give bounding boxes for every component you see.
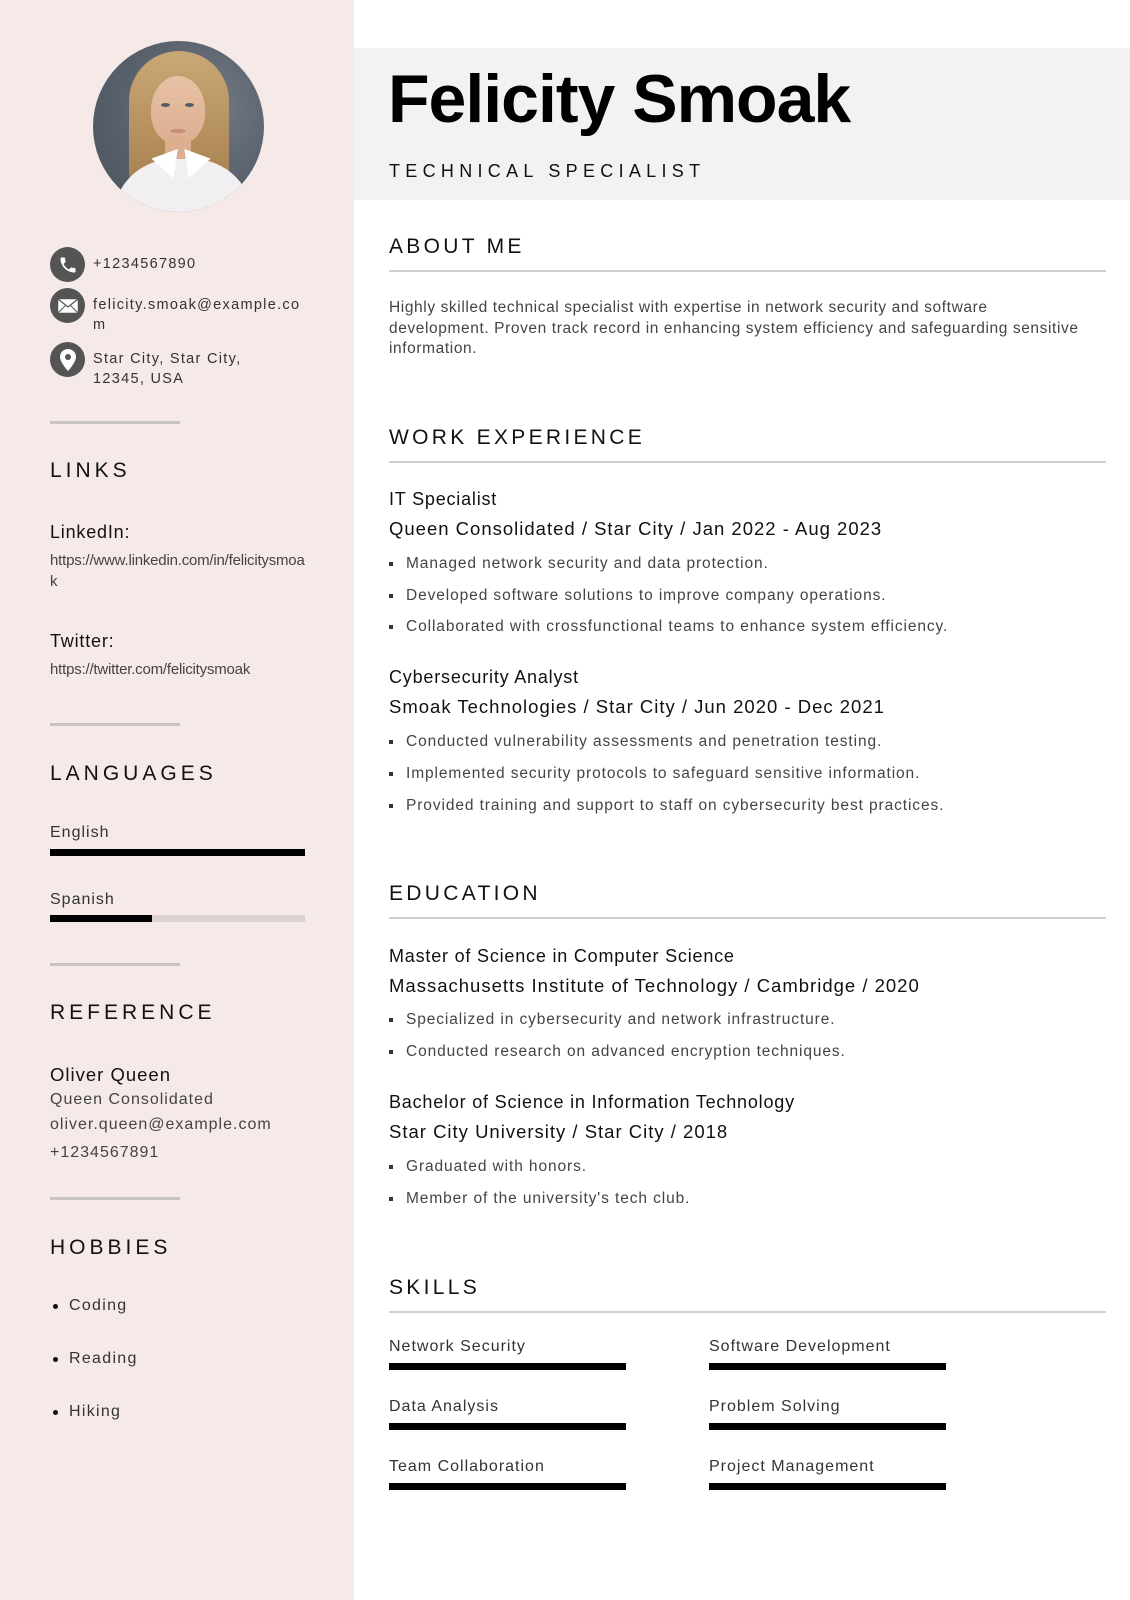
hobby-label: Hiking [69,1403,122,1420]
skill-level-bar [709,1423,946,1430]
sidebar-divider [50,723,180,726]
skill-level-bar [389,1423,626,1430]
full-name: Felicity Smoak [388,61,851,137]
bullet-dot-icon [53,1357,58,1362]
section-rule [389,270,1106,272]
language-name: Spanish [50,891,115,908]
bullet-square-icon [389,740,393,744]
sidebar [0,0,354,1600]
job-role: Cybersecurity Analyst [389,667,579,687]
map-pin-icon [50,342,85,377]
phone-icon [50,247,85,282]
bullet-square-icon [389,594,393,598]
degree-meta: Massachusetts Institute of Technology / Cambridge / 2020 [389,975,920,996]
skill-name: Team Collaboration [389,1458,545,1475]
bullet-square-icon [389,1050,393,1054]
hobby-label: Coding [69,1297,128,1314]
skill-name: Data Analysis [389,1398,499,1415]
degree-bullet: Specialized in cybersecurity and network infrastructure. [389,1011,835,1029]
skill-level-bar [709,1483,946,1490]
sidebar-divider [50,963,180,966]
job-bullet: Conducted vulnerability assessments and penetration testing. [389,733,882,751]
reference-heading: REFERENCE [50,1001,216,1024]
degree-meta: Star City University / Star City / 2018 [389,1121,729,1142]
bullet-dot-icon [53,1410,58,1415]
about-text: Highly skilled technical specialist with expertise in network security and software development. Proven track record in enhancing system efficiency and safeguarding sensitive information. [389,299,1079,357]
job-meta: Smoak Technologies / Star City / Jun 2020 - Dec 2021 [389,696,885,717]
linkedin-link[interactable]: https://www.linkedin.com/in/felicitysmoak [50,552,305,590]
work-heading: WORK EXPERIENCE [389,426,646,449]
twitter-label: Twitter: [50,631,115,651]
bullet-square-icon [389,772,393,776]
photo-lips [170,129,186,133]
hobby-label: Reading [69,1350,138,1367]
hobby-item [50,1350,138,1368]
language-level-fill [50,849,305,856]
photo-face [151,76,205,144]
skill-name: Network Security [389,1338,526,1355]
email-text[interactable]: felicity.smoak@example.com [93,297,301,333]
bullet-square-icon [389,562,393,566]
language-level-fill [50,915,152,922]
skill-name: Project Management [709,1458,875,1475]
twitter-link[interactable]: https://twitter.com/felicitysmoak [50,661,251,678]
reference-email[interactable]: oliver.queen@example.com [50,1116,272,1133]
bullet-square-icon [389,804,393,808]
contact-email [50,288,320,335]
section-rule [389,461,1106,463]
contact-phone [50,247,320,282]
hobby-item [50,1403,121,1421]
job-bullet: Implemented security protocols to safeguard sensitive information. [389,765,920,783]
language-level-bar [50,915,305,922]
envelope-icon [50,288,85,323]
job-bullet: Managed network security and data protection. [389,555,769,573]
language-name: English [50,824,110,841]
reference-company: Queen Consolidated [50,1091,214,1108]
photo-eye-right [185,103,194,107]
about-heading: ABOUT ME [389,235,525,258]
degree-bullet: Graduated with honors. [389,1158,587,1176]
bullet-square-icon [389,1197,393,1201]
skill-level-bar [389,1483,626,1490]
section-rule [389,1311,1106,1313]
skill-name: Problem Solving [709,1398,841,1415]
bullet-square-icon [389,1018,393,1022]
skill-level-bar [709,1363,946,1370]
skill-level-bar [389,1363,626,1370]
job-bullet: Provided training and support to staff on cybersecurity best practices. [389,797,944,815]
links-heading: LINKS [50,459,131,482]
photo-eye-left [161,103,170,107]
contact-address [50,342,320,389]
reference-phone: +1234567891 [50,1144,160,1161]
sidebar-divider [50,421,180,424]
languages-heading: LANGUAGES [50,762,217,785]
bullet-square-icon [389,1165,393,1169]
degree-name: Master of Science in Computer Science [389,946,735,966]
profile-photo [93,41,264,212]
skill-name: Software Development [709,1338,891,1355]
degree-bullet: Member of the university's tech club. [389,1190,690,1208]
job-role: IT Specialist [389,489,498,509]
degree-name: Bachelor of Science in Information Technology [389,1092,795,1112]
hobby-item [50,1297,128,1315]
job-bullet: Developed software solutions to improve company operations. [389,587,886,605]
skills-heading: SKILLS [389,1276,481,1299]
job-bullet: Collaborated with crossfunctional teams to enhance system efficiency. [389,618,948,636]
address-text: Star City, Star City, 12345, USA [93,351,242,387]
sidebar-divider [50,1197,180,1200]
section-rule [389,917,1106,919]
job-meta: Queen Consolidated / Star City / Jan 2022 - Aug 2023 [389,518,883,539]
bullet-dot-icon [53,1304,58,1309]
linkedin-label: LinkedIn: [50,522,131,542]
reference-name: Oliver Queen [50,1064,171,1085]
education-heading: EDUCATION [389,882,541,905]
phone-text: +1234567890 [93,256,197,272]
language-level-bar [50,849,305,856]
degree-bullet: Conducted research on advanced encryption techniques. [389,1043,846,1061]
hobbies-heading: HOBBIES [50,1236,172,1259]
bullet-square-icon [389,625,393,629]
job-title: TECHNICAL SPECIALIST [389,161,706,181]
